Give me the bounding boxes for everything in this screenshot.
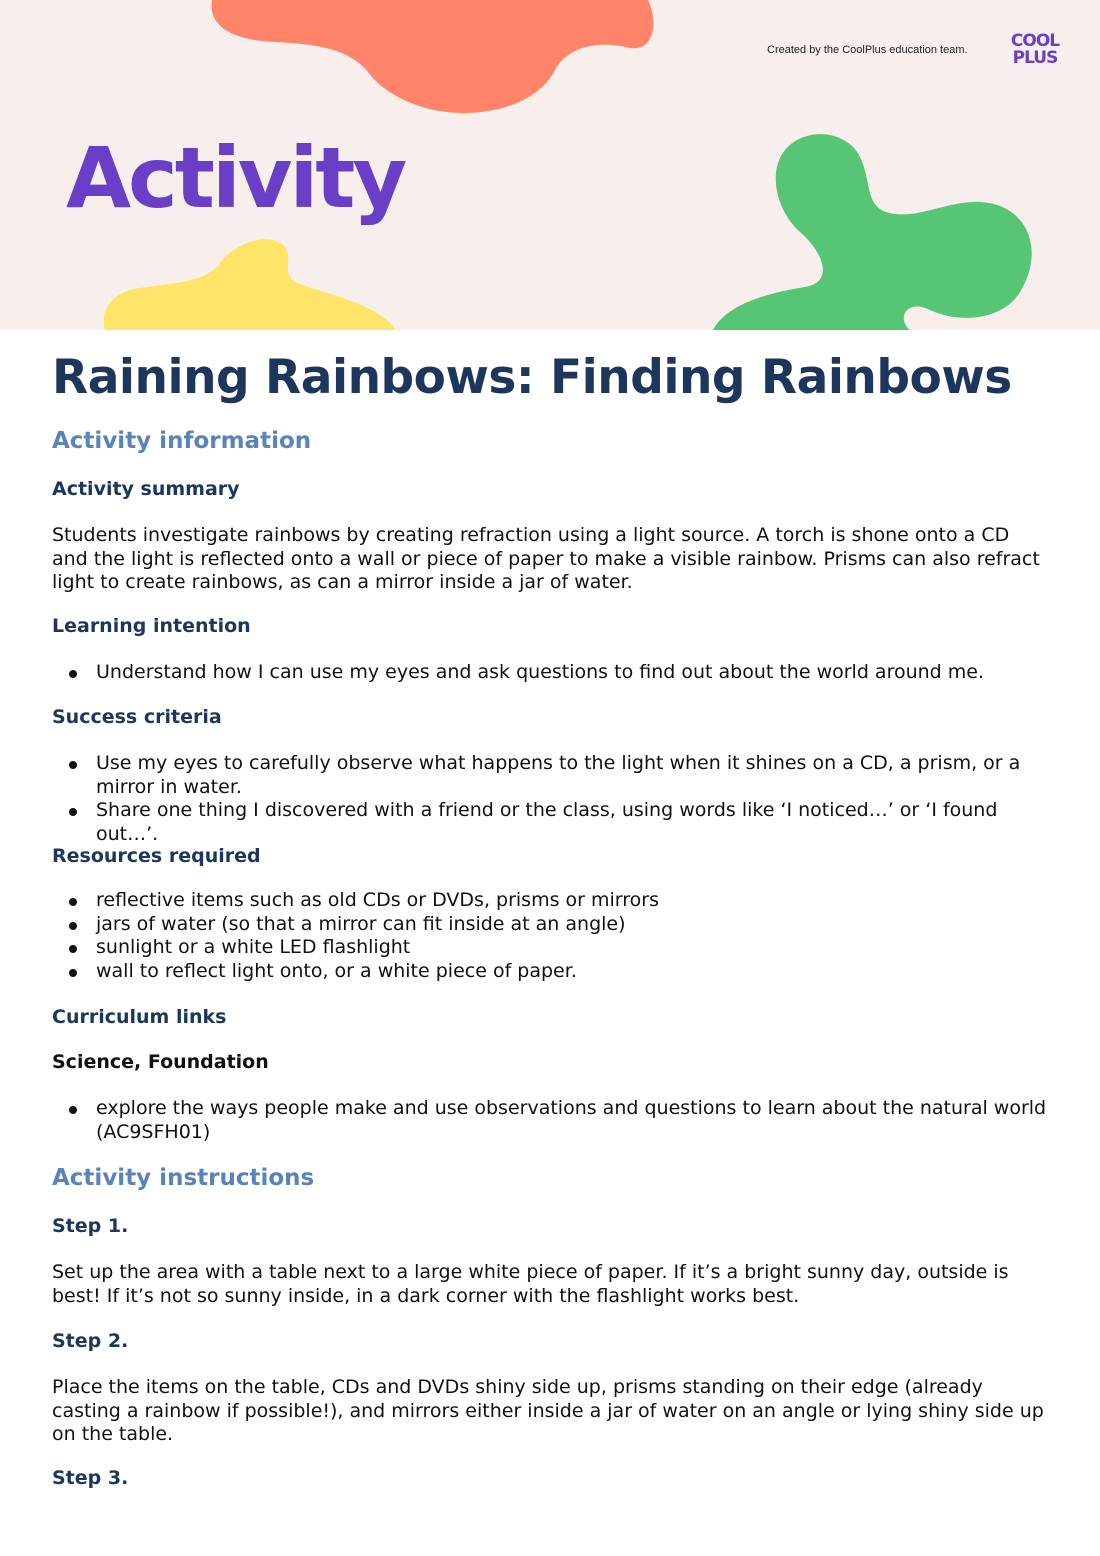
orange-blob-decoration	[200, 0, 660, 120]
step-1-text: Set up the area with a table next to a large white piece of paper. If it’s a bright sunny day, outside is best! If it’s not so sunny inside, in a dark corner with the flashlight works best.	[52, 1261, 1009, 1307]
bullet-icon	[69, 922, 77, 930]
list-item: explore the ways people make and use observations and questions to learn about the natural world (AC9SFH01)	[52, 1097, 1047, 1144]
list-item: sunlight or a white LED flashlight	[52, 936, 1047, 960]
list-item: wall to reflect light onto, or a white piece of paper.	[52, 960, 1047, 984]
success-criteria-list	[52, 752, 1047, 846]
resources-list	[52, 889, 1047, 983]
credit-text: Created by the CoolPlus education team.	[767, 44, 968, 56]
bullet-icon	[69, 898, 77, 906]
list-item: jars of water (so that a mirror can fit inside at an angle)	[52, 913, 1047, 937]
logo-line-1: COOL	[1010, 31, 1060, 51]
activity-information-heading: Activity information	[52, 428, 312, 454]
summary-text: Students investigate rainbows by creating refraction using a light source. A torch is shone onto a CD and the light is reflected onto a wall or piece of paper to make a visible rainbow. Prisms can also refract light to create rainbows, as can a mirror inside a jar of water.	[52, 524, 1040, 593]
step-3-label: Step 3.	[52, 1467, 129, 1489]
banner-heading: Activity	[66, 129, 405, 227]
resources-heading: Resources required	[52, 845, 261, 867]
summary-heading: Activity summary	[52, 478, 240, 500]
activity-instructions-heading: Activity instructions	[52, 1165, 315, 1191]
green-blob-decoration	[705, 132, 1040, 330]
learning-intention-heading: Learning intention	[52, 615, 251, 637]
learning-intention-list	[52, 661, 1047, 685]
bullet-icon	[69, 1106, 77, 1114]
success-criteria-heading: Success criteria	[52, 706, 222, 728]
list-item: Share one thing I discovered with a friend or the class, using words like ‘I noticed…’ or ‘I found out…’.	[52, 799, 1047, 846]
curriculum-subject: Science, Foundation	[52, 1051, 269, 1073]
page-title: Raining Rainbows: Finding Rainbows	[52, 350, 1012, 405]
bullet-icon	[69, 761, 77, 769]
bullet-icon	[69, 945, 77, 953]
curriculum-list	[52, 1097, 1047, 1144]
step-1-label: Step 1.	[52, 1215, 129, 1237]
logo-line-2: PLUS	[1012, 48, 1058, 68]
curriculum-links-heading: Curriculum links	[52, 1006, 227, 1028]
step-2-label: Step 2.	[52, 1330, 129, 1352]
yellow-blob-decoration	[100, 230, 410, 330]
list-item: reflective items such as old CDs or DVDs, prisms or mirrors	[52, 889, 1047, 913]
bullet-icon	[69, 808, 77, 816]
bullet-icon	[69, 969, 77, 977]
header-banner	[0, 0, 1100, 330]
step-2-text: Place the items on the table, CDs and DVDs shiny side up, prisms standing on their edge (already casting a rainbow if possible!), and mirrors either inside a jar of water on an angle or lying shiny side up on the table.	[52, 1376, 1044, 1445]
coolplus-logo	[1002, 33, 1068, 67]
list-item: Understand how I can use my eyes and ask questions to find out about the world around me.	[52, 661, 1047, 685]
list-item: Use my eyes to carefully observe what happens to the light when it shines on a CD, a prism, or a mirror in water.	[52, 752, 1047, 799]
bullet-icon	[69, 670, 77, 678]
